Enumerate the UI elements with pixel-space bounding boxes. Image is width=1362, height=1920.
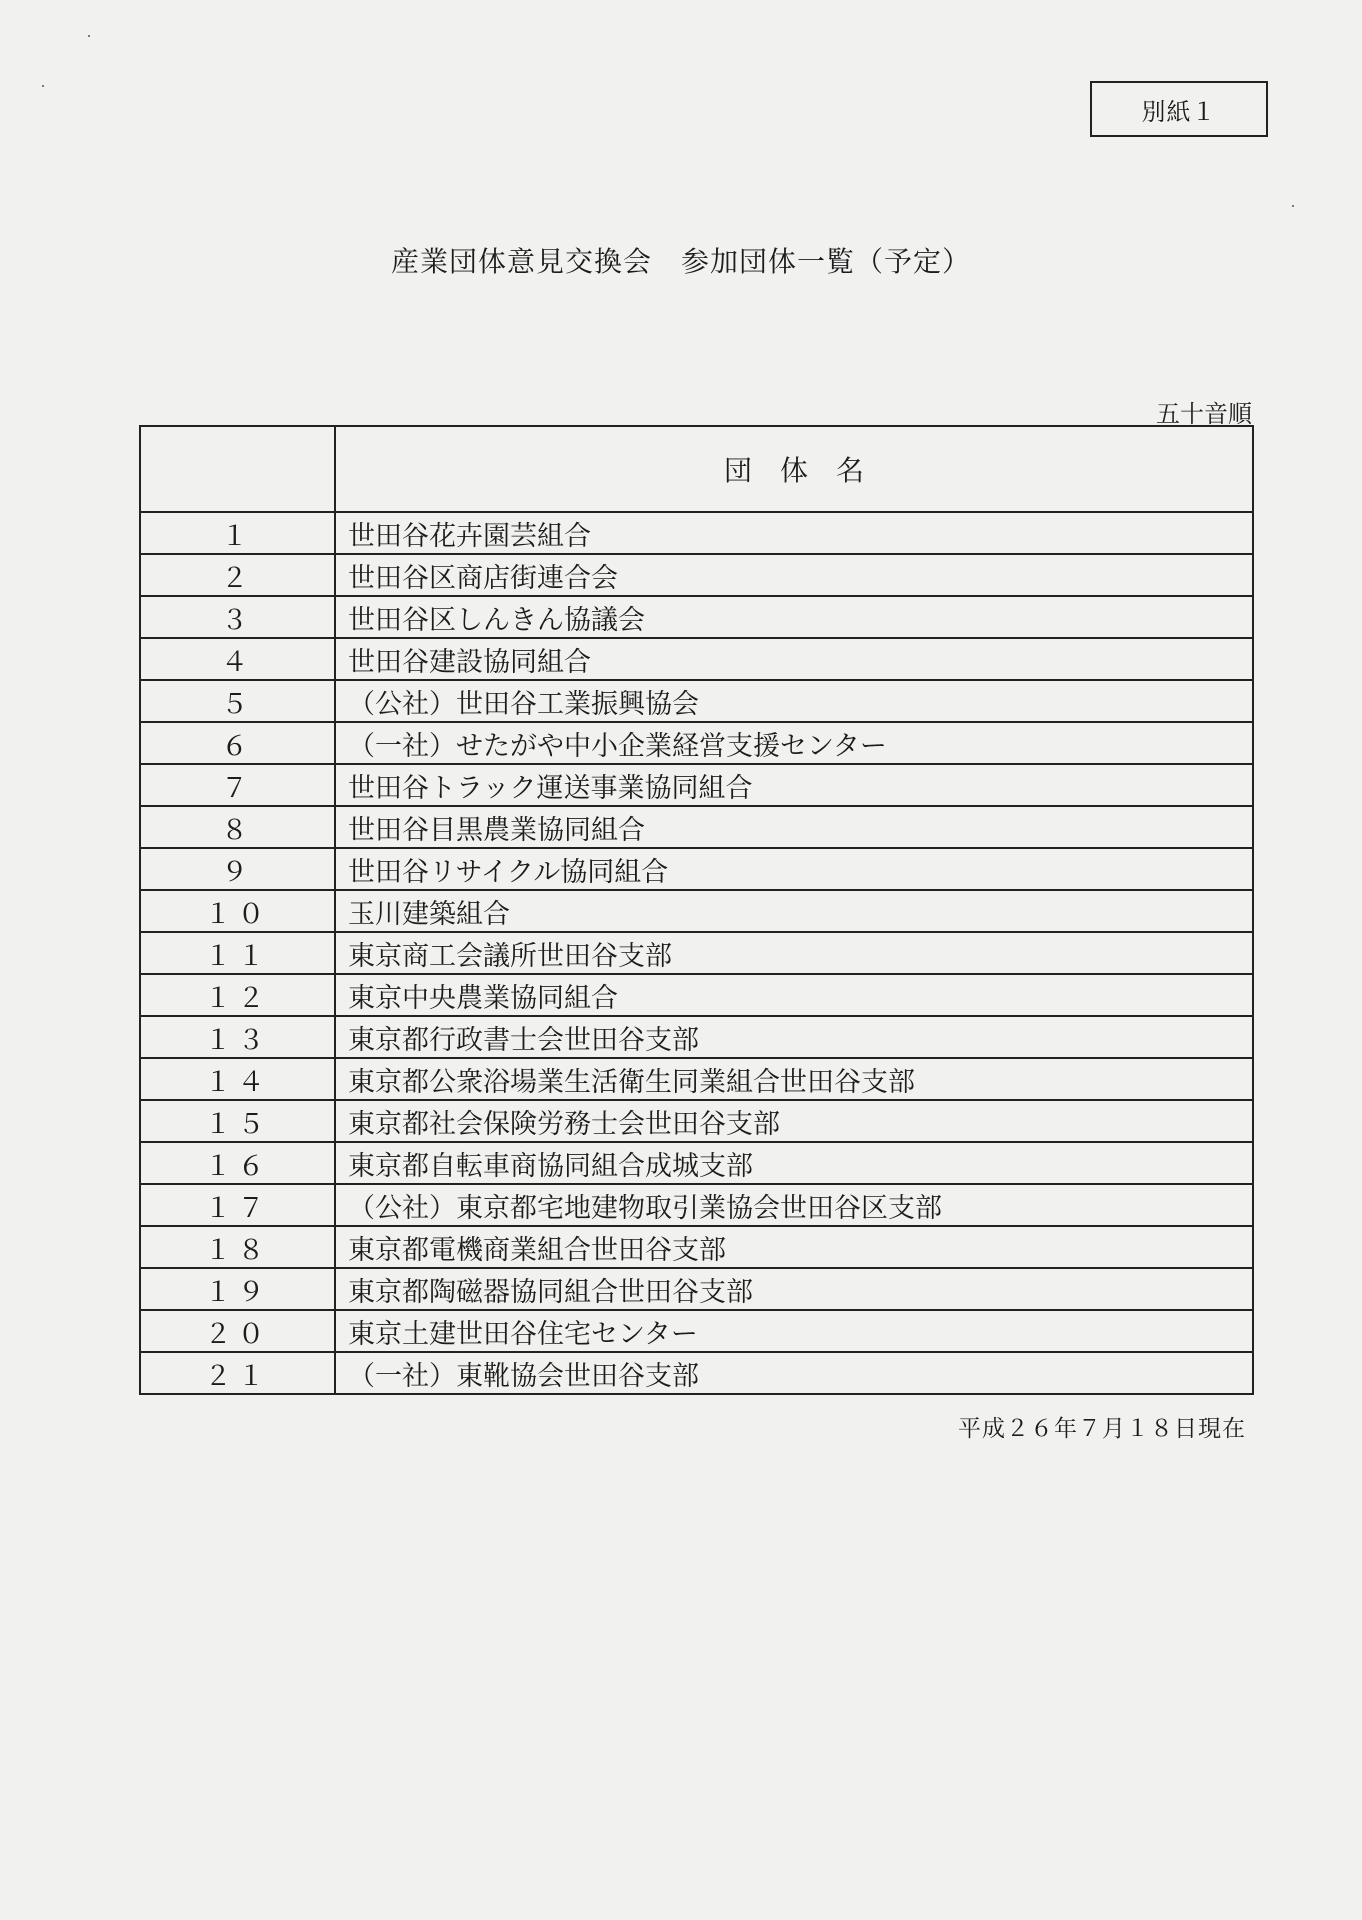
- organization-name: 世田谷建設協同組合: [335, 638, 1253, 680]
- row-number: ２１: [140, 1352, 335, 1394]
- table-row: [140, 1184, 1253, 1226]
- table-row: [140, 1142, 1253, 1184]
- organization-name: （公社）東京都宅地建物取引業協会世田谷区支部: [335, 1184, 1253, 1226]
- row-number: １１: [140, 932, 335, 974]
- organization-name: 東京都社会保険労務士会世田谷支部: [335, 1100, 1253, 1142]
- row-number: ８: [140, 806, 335, 848]
- organization-name: 世田谷花卉園芸組合: [335, 512, 1253, 554]
- organization-name: 東京都公衆浴場業生活衛生同業組合世田谷支部: [335, 1058, 1253, 1100]
- row-number: ６: [140, 722, 335, 764]
- row-number: ３: [140, 596, 335, 638]
- row-number: １８: [140, 1226, 335, 1268]
- scan-speck: [88, 35, 90, 37]
- table-row: [140, 890, 1253, 932]
- row-number: １６: [140, 1142, 335, 1184]
- organization-name: （公社）世田谷工業振興協会: [335, 680, 1253, 722]
- organization-name: 世田谷目黒農業協同組合: [335, 806, 1253, 848]
- header-number: [140, 426, 335, 512]
- organization-name: 玉川建築組合: [335, 890, 1253, 932]
- row-number: ５: [140, 680, 335, 722]
- organization-name: （一社）せたがや中小企業経営支援センター: [335, 722, 1253, 764]
- sort-order-note: 五十音順: [1156, 400, 1252, 428]
- header-organization-name: 団体名: [335, 426, 1253, 512]
- table-row: [140, 554, 1253, 596]
- organization-name: （一社）東靴協会世田谷支部: [335, 1352, 1253, 1394]
- organization-name: 東京都自転車商協同組合成城支部: [335, 1142, 1253, 1184]
- organization-name: 世田谷トラック運送事業協同組合: [335, 764, 1253, 806]
- table-row: [140, 1016, 1253, 1058]
- table-row: [140, 974, 1253, 1016]
- organization-name: 世田谷区商店街連合会: [335, 554, 1253, 596]
- row-number: １５: [140, 1100, 335, 1142]
- organization-name: 東京都行政書士会世田谷支部: [335, 1016, 1253, 1058]
- table-body: [140, 512, 1253, 1394]
- table-row: [140, 1268, 1253, 1310]
- scan-speck: [42, 85, 44, 87]
- table-row: [140, 764, 1253, 806]
- organization-table: [139, 425, 1254, 1395]
- organization-name: 東京土建世田谷住宅センター: [335, 1310, 1253, 1352]
- table-header-row: [140, 426, 1253, 512]
- row-number: １７: [140, 1184, 335, 1226]
- table-row: [140, 1226, 1253, 1268]
- row-number: ２: [140, 554, 335, 596]
- row-number: １４: [140, 1058, 335, 1100]
- row-number: １: [140, 512, 335, 554]
- organization-name: 東京都電機商業組合世田谷支部: [335, 1226, 1253, 1268]
- page-title: 産業団体意見交換会 参加団体一覧（予定）: [390, 245, 971, 278]
- row-number: １３: [140, 1016, 335, 1058]
- table-row: [140, 596, 1253, 638]
- organization-name: 世田谷区しんきん協議会: [335, 596, 1253, 638]
- table-row: [140, 1058, 1253, 1100]
- organization-name: 東京商工会議所世田谷支部: [335, 932, 1253, 974]
- scan-speck: [1292, 205, 1294, 207]
- table-row: [140, 806, 1253, 848]
- row-number: ４: [140, 638, 335, 680]
- row-number: １２: [140, 974, 335, 1016]
- table-row: [140, 932, 1253, 974]
- as-of-date: 平成２６年７月１８日現在: [958, 1416, 1246, 1442]
- table-row: [140, 638, 1253, 680]
- table-row: [140, 1310, 1253, 1352]
- organization-name: 東京都陶磁器協同組合世田谷支部: [335, 1268, 1253, 1310]
- table-row: [140, 722, 1253, 764]
- organization-name: 世田谷リサイクル協同組合: [335, 848, 1253, 890]
- row-number: １９: [140, 1268, 335, 1310]
- table-row: [140, 680, 1253, 722]
- row-number: ２０: [140, 1310, 335, 1352]
- table-row: [140, 512, 1253, 554]
- row-number: ７: [140, 764, 335, 806]
- row-number: ９: [140, 848, 335, 890]
- table-row: [140, 848, 1253, 890]
- table-row: [140, 1100, 1253, 1142]
- table-row: [140, 1352, 1253, 1394]
- row-number: １０: [140, 890, 335, 932]
- attachment-label: 別紙１: [1090, 81, 1268, 137]
- organization-name: 東京中央農業協同組合: [335, 974, 1253, 1016]
